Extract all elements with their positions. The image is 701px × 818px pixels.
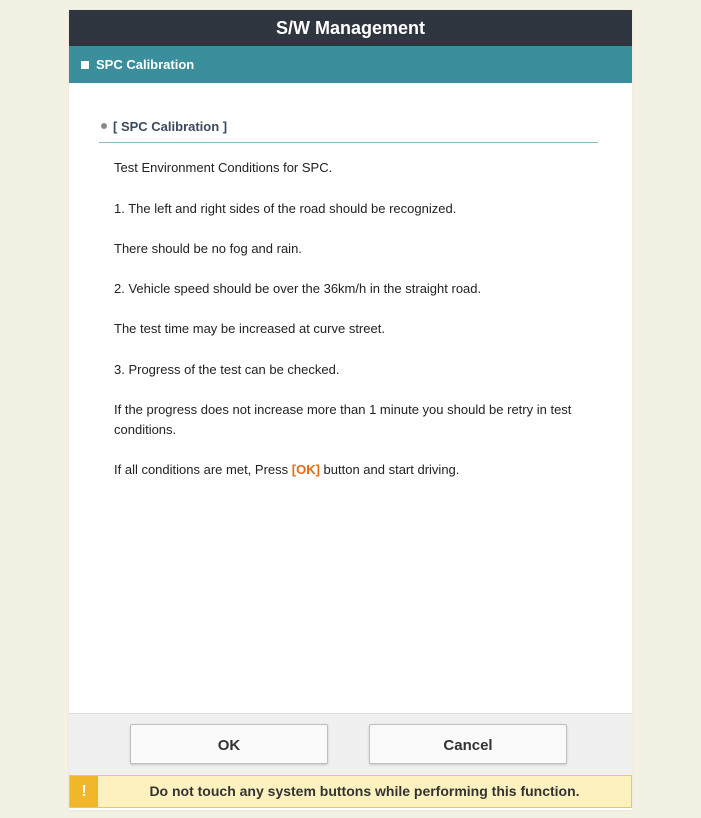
instruction-line: 3. Progress of the test can be checked. [114,362,340,377]
dot-bullet-icon [101,123,107,129]
instructions-panel [69,83,632,713]
instruction-line: 2. Vehicle speed should be over the 36km/h in the straight road. [114,281,482,296]
window-title: S/W Management [69,10,632,46]
subheading [99,118,598,143]
section-header [69,46,632,83]
warning-banner [69,775,632,808]
sw-management-dialog [69,10,632,810]
ok-highlight: [OK] [291,462,320,477]
instruction-line: If the progress does not increase more than 1 minute you should be retry in test conditions. [114,402,572,437]
instruction-line: 1. The left and right sides of the road should be recognized. [114,201,457,216]
square-bullet-icon [81,61,89,69]
instruction-line: Test Environment Conditions for SPC. [114,160,333,175]
final-instruction-prefix: If all conditions are met, Press [114,462,292,477]
warning-text: Do not touch any system buttons while performing this function. [149,783,580,799]
instruction-line: The test time may be increased at curve street. [114,321,385,336]
button-bar [69,713,632,776]
warning-icon: ! [70,776,98,807]
final-instruction [114,460,604,480]
final-instruction-suffix: button and start driving. [319,462,460,477]
cancel-button[interactable]: Cancel [369,724,567,764]
section-title: SPC Calibration [96,57,195,72]
instruction-line: There should be no fog and rain. [114,241,302,256]
ok-button[interactable]: OK [130,724,328,764]
subheading-text: [ SPC Calibration ] [113,119,228,134]
